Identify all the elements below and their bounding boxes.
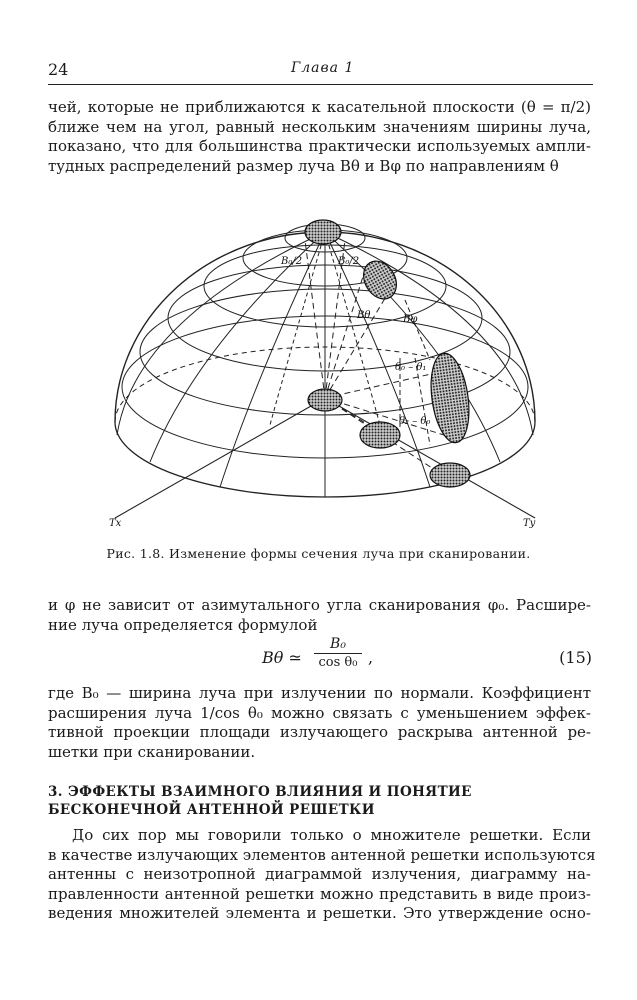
text-line: антенны с неизотропной диаграммой излучения, диаграмму на- — [48, 865, 591, 883]
figure-caption: Рис. 1.8. Изменение формы сечения луча при сканировании. — [106, 546, 531, 561]
page-number: 24 — [48, 60, 69, 79]
label-b0-half-left: B₀/2 — [281, 256, 303, 267]
text-line: шетки при сканировании. — [48, 742, 256, 761]
label-b-phi: Bφ — [403, 314, 418, 325]
section-heading-line-2: БЕСКОНЕЧНОЙ АНТЕННОЙ РЕШЕТКИ — [48, 802, 375, 818]
label-b-theta: Bθ — [357, 310, 371, 321]
label-theta2-minus-theta0: θ₂ – θ₀ — [399, 416, 431, 427]
formula-comma: , — [368, 648, 374, 667]
beam-footprint-projection-2 — [360, 422, 400, 448]
formula-fraction — [314, 636, 362, 670]
formula-numerator: B₀ — [314, 636, 362, 654]
text-line: правленности антенной решетки можно представить в виде произ- — [48, 884, 591, 903]
equation-number: (15) — [559, 648, 592, 667]
beam-footprint-projection — [308, 389, 342, 411]
text-line: показано, что для большинства практически используемых ампли- — [48, 137, 591, 155]
formula-lhs: Bθ ≃ — [262, 648, 302, 667]
label-b0-half-right: B₀/2 — [338, 256, 360, 267]
formula-15 — [262, 636, 592, 684]
paragraph-1 — [48, 98, 591, 176]
section-heading-line-1: 3. ЭФФЕКТЫ ВЗАИМНОГО ВЛИЯНИЯ И ПОНЯТИЕ — [48, 784, 472, 800]
text-line: расширения луча 1/cos θ₀ можно связать с уменьшением эффек- — [48, 703, 591, 722]
paragraph-2 — [48, 596, 591, 635]
page-header — [48, 58, 593, 85]
paragraph-3 — [48, 684, 591, 762]
text-line: ведения множителей элемента и решетки. Это утверждение осно- — [48, 904, 591, 922]
text-line: и φ не зависит от азимутального угла сканирования φ₀. Расшире- — [48, 596, 591, 614]
text-line: До сих пор мы говорили только о множителе решетки. Если — [72, 826, 591, 844]
hemisphere-diagram — [95, 200, 555, 530]
formula-denominator: cos θ₀ — [318, 655, 358, 670]
hemisphere-grid — [115, 224, 535, 518]
beam-footprint-zenith — [305, 220, 341, 244]
chapter-title: Глава 1 — [291, 60, 355, 76]
paragraph-4 — [48, 826, 596, 924]
text-line: ние луча определяется формулой — [48, 615, 318, 634]
beam-footprint-scanned — [357, 255, 403, 305]
text-line: тивной проекции площади излучающего раскрыва антенной ре- — [48, 723, 591, 741]
figure-1-8 — [95, 200, 555, 530]
label-ty: Ty — [523, 518, 536, 529]
text-line: ближе чем на угол, равный нескольким значениям ширины луча, — [48, 117, 591, 136]
label-theta0-minus-theta1: θ₀ – θ₁ — [395, 362, 427, 373]
text-line: в качестве излучающих элементов антенной решетки используются — [48, 845, 596, 864]
beam-footprint-elongated — [426, 351, 474, 445]
section-heading — [48, 783, 591, 819]
text-line: тудных распределений размер луча Bθ и Bφ по направлениям θ — [48, 156, 559, 175]
text-line: чей, которые не приближаются к касательной плоскости (θ = π/2) — [48, 98, 591, 116]
label-tx: Tx — [109, 518, 122, 529]
text-line: где B₀ — ширина луча при излучении по нормали. Коэффициент — [48, 684, 591, 702]
beam-footprint-projection-3 — [430, 463, 470, 487]
